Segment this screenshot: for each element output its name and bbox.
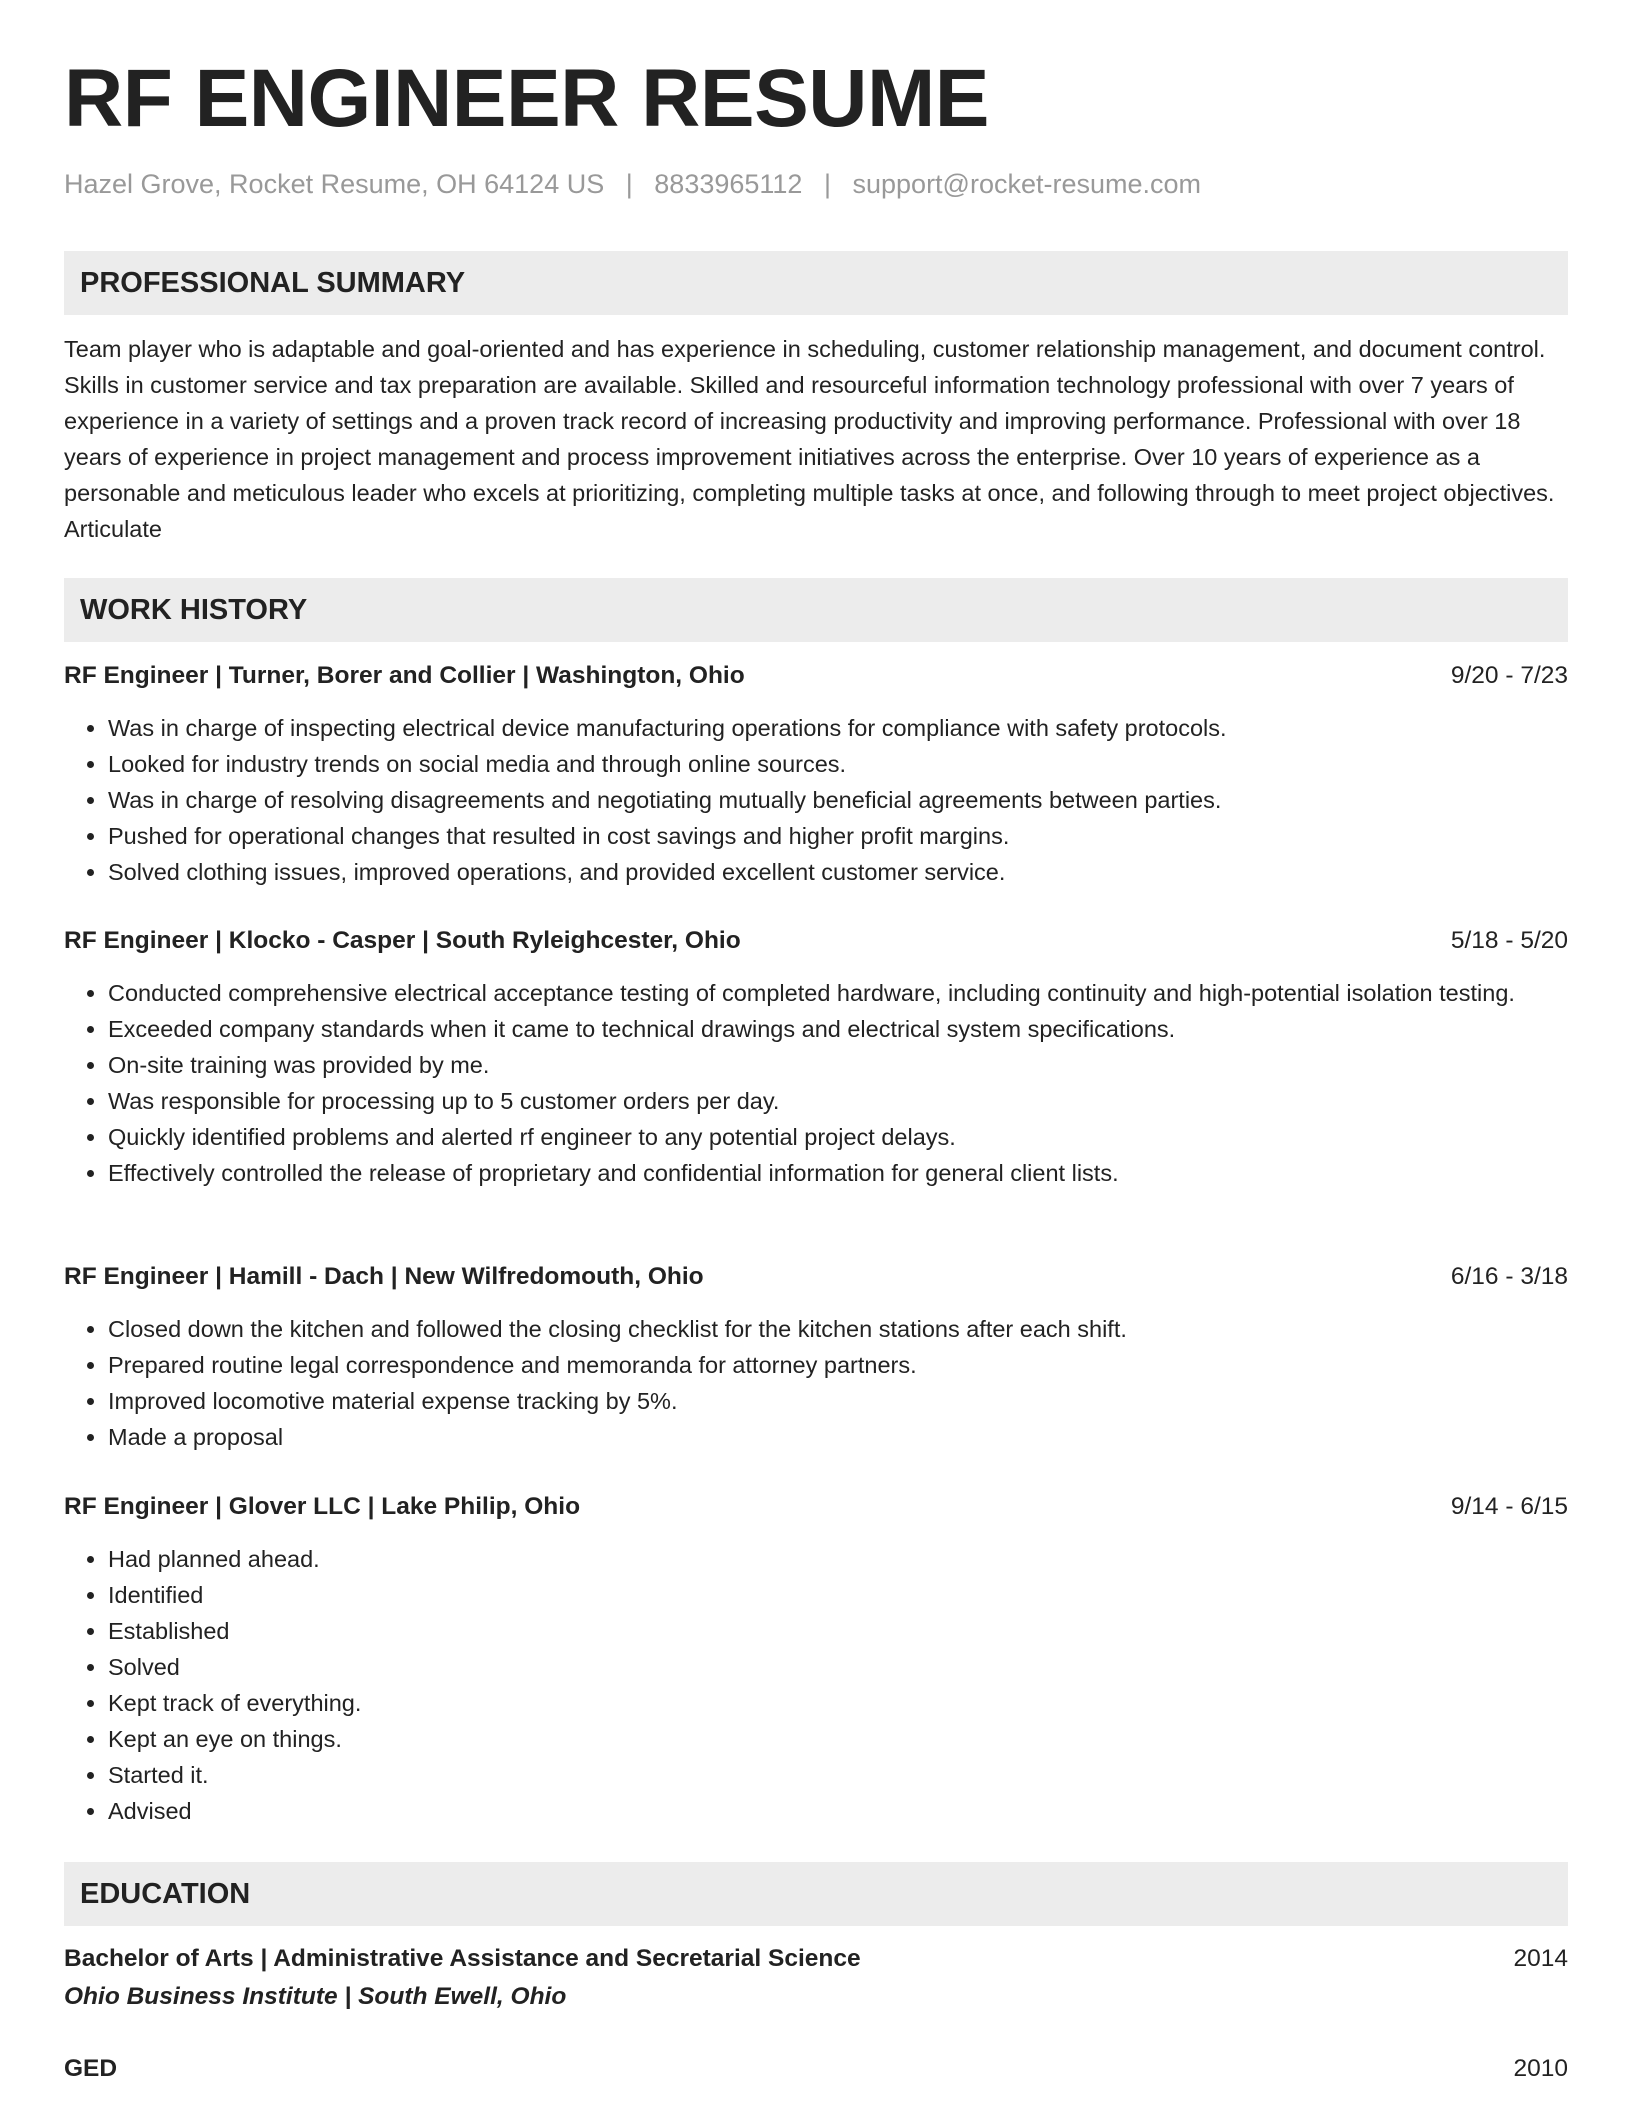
education-entry: [64, 1941, 1568, 2017]
contact-separator: |: [823, 169, 831, 199]
section-title: EDUCATION: [80, 1877, 251, 1910]
job-bullets: [64, 1541, 1568, 1829]
job-bullet: • On-site training was provided by me.: [108, 1047, 1568, 1083]
job-bullet: • Was in charge of inspecting electrical device manufacturing operations for compliance with safety protocols.: [108, 710, 1568, 746]
job-bullet: • Had planned ahead.: [108, 1541, 1568, 1577]
education-degree: GED: [64, 2055, 118, 2082]
job-bullet: • Pushed for operational changes that resulted in cost savings and higher profit margins.: [108, 818, 1568, 854]
job-header: [64, 923, 1568, 959]
job-header: [64, 658, 1568, 694]
job-bullet: • Exceeded company standards when it came to technical drawings and electrical system specifications.: [108, 1011, 1568, 1047]
job-bullets: [64, 975, 1568, 1191]
job-dates: 9/14 - 6/15: [1450, 1493, 1568, 1520]
job-bullet: • Prepared routine legal correspondence and memoranda for attorney partners.: [108, 1347, 1568, 1383]
job-header: [64, 1489, 1568, 1525]
job-bullet: • Made a proposal: [108, 1419, 1568, 1455]
job-dates: 6/16 - 3/18: [1450, 1263, 1568, 1290]
job-header: [64, 1259, 1568, 1295]
job-bullet: • Solved: [108, 1649, 1568, 1685]
education-degree: Bachelor of Arts | Administrative Assistance and Secretarial Science: [64, 1945, 861, 1972]
job-title: RF Engineer | Klocko - Casper | South Ryleighcester, Ohio: [64, 927, 741, 954]
resume-title: RF ENGINEER RESUME: [64, 53, 989, 144]
summary-text: Team player who is adaptable and goal-oriented and has experience in scheduling, customer relationship management, and document control. Skills in customer service and tax preparation are available. Skilled and resourceful information technology professional with over 7 years of experience in a variety of settings and a proven track record of increasing productivity and improving performance. Professional with over 18 years of experience in project management and process improvement initiatives across the enterprise. Over 10 years of experience as a personable and meticulous leader who excels at prioritizing, completing multiple tasks at once, and following through to meet project objectives. Articulate: [64, 336, 1555, 542]
job-bullet: • Kept an eye on things.: [108, 1721, 1568, 1757]
job-bullet: • Closed down the kitchen and followed the closing checklist for the kitchen stations after each shift.: [108, 1311, 1568, 1347]
contact-email: support@rocket-resume.com: [852, 169, 1202, 199]
job-entry: [64, 1489, 1568, 1829]
job-bullet: • Conducted comprehensive electrical acceptance testing of completed hardware, including continuity and high-potential isolation testing.: [108, 975, 1568, 1011]
job-bullet: • Advised: [108, 1793, 1568, 1829]
education-year: 2014: [1513, 1945, 1568, 1972]
contact-line: [64, 168, 1201, 200]
job-bullet: • Identified: [108, 1577, 1568, 1613]
job-entry: [64, 1259, 1568, 1455]
job-bullet: • Kept track of everything.: [108, 1685, 1568, 1721]
job-title: RF Engineer | Glover LLC | Lake Philip, Ohio: [64, 1493, 581, 1520]
job-bullet: • Quickly identified problems and alerted rf engineer to any potential project delays.: [108, 1119, 1568, 1155]
education-year: 2010: [1513, 2055, 1568, 2082]
section-header-work-history: [64, 578, 1568, 642]
contact-phone: 8833965112: [654, 169, 803, 199]
contact-separator: |: [625, 169, 633, 199]
job-entry: [64, 923, 1568, 1191]
job-bullet: • Was responsible for processing up to 5 customer orders per day.: [108, 1083, 1568, 1119]
job-bullet: • Started it.: [108, 1757, 1568, 1793]
job-bullet: • Looked for industry trends on social media and through online sources.: [108, 746, 1568, 782]
job-bullet: • Solved clothing issues, improved operations, and provided excellent customer service.: [108, 854, 1568, 890]
section-header-education: [64, 1862, 1568, 1926]
section-title: WORK HISTORY: [80, 593, 308, 626]
education-header: [64, 2051, 1568, 2087]
job-bullet: • Effectively controlled the release of proprietary and confidential information for general client lists.: [108, 1155, 1568, 1191]
education-header: [64, 1941, 1568, 1977]
job-bullet: • Was in charge of resolving disagreements and negotiating mutually beneficial agreements between parties.: [108, 782, 1568, 818]
job-entry: [64, 658, 1568, 890]
job-dates: 5/18 - 5/20: [1450, 927, 1568, 954]
contact-address: Hazel Grove, Rocket Resume, OH 64124 US: [64, 169, 605, 199]
job-title: RF Engineer | Turner, Borer and Collier | Washington, Ohio: [64, 662, 745, 689]
job-bullets: [64, 710, 1568, 890]
job-dates: 9/20 - 7/23: [1450, 662, 1568, 689]
section-header-summary: [64, 251, 1568, 315]
job-bullet: • Improved locomotive material expense tracking by 5%.: [108, 1383, 1568, 1419]
education-school: Ohio Business Institute | South Ewell, Ohio: [64, 1983, 567, 2010]
education-entry: [64, 2051, 1568, 2087]
job-bullet: • Established: [108, 1613, 1568, 1649]
job-title: RF Engineer | Hamill - Dach | New Wilfredomouth, Ohio: [64, 1263, 704, 1290]
job-bullets: [64, 1311, 1568, 1455]
section-title: PROFESSIONAL SUMMARY: [80, 266, 466, 299]
